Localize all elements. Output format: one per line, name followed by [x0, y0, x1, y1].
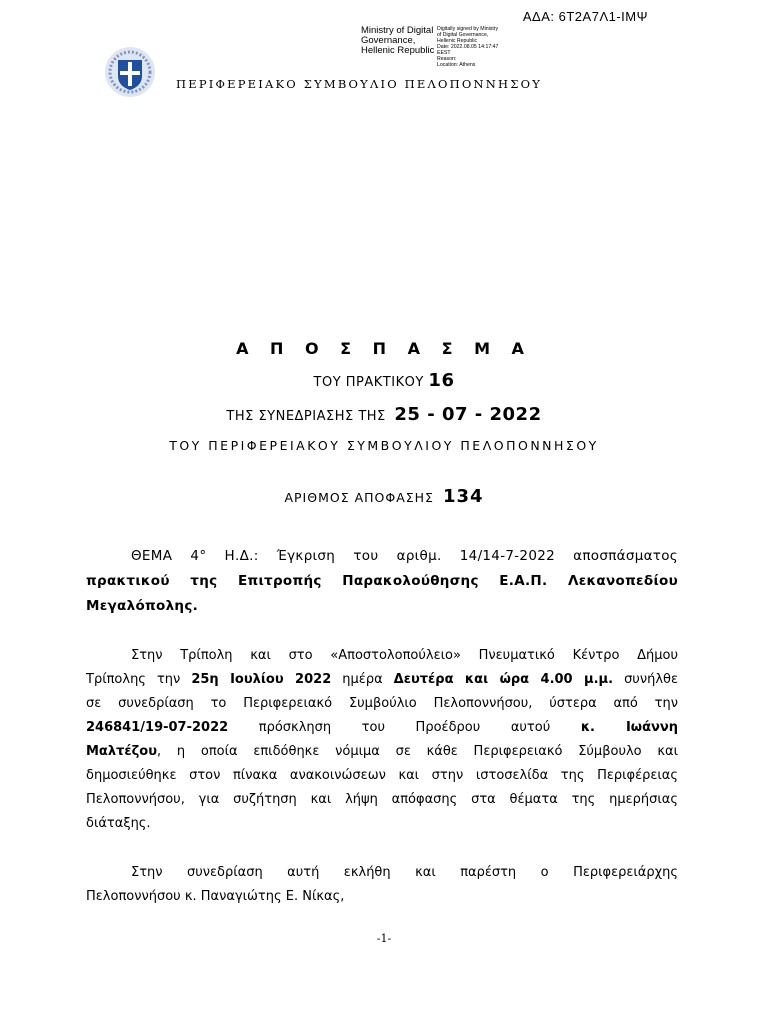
- signature-ministry: Ministry of Digital Governance, Hellenic Republic: [361, 25, 435, 56]
- minutes-number: 16: [428, 370, 455, 391]
- body-line: διάταξης.: [86, 816, 151, 831]
- body-line: Τρίπολης την 25η Ιουλίου 2022 ημέρα Δευτέρα και ώρα 4.00 μ.μ. συνήλθε: [86, 672, 678, 687]
- session-date: 25 - 07 - 2022: [394, 404, 542, 425]
- body-line: Στην Τρίπολη και στο «Αποστολοπούλειο» Πνευματικό Κέντρο Δήμου: [131, 648, 678, 663]
- council-line: ΤΟΥ ΠΕΡΙΦΕΡΕΙΑΚΟΥ ΣΥΜΒΟΥΛΙΟΥ ΠΕΛΟΠΟΝΝΗΣΟΥ: [169, 438, 599, 453]
- topic-paragraph: [86, 544, 678, 619]
- topic-line: Μεγαλόπολης.: [86, 598, 199, 614]
- body-line: Μαλτέζου, η οποία επιδόθηκε νόμιμα σε κάθε Περιφερειακό Σύμβουλο και: [86, 744, 678, 759]
- topic-line: πρακτικού της Επιτροπής Παρακολούθησης Ε.Α.Π. Λεκανοπεδίου: [86, 573, 678, 589]
- page-number: -1-: [376, 932, 392, 945]
- body-line: 246841/19-07-2022 πρόσκληση του Προέδρου αυτού κ. Ιωάννη: [86, 720, 678, 735]
- body-line: Πελοποννήσου κ. Παναγιώτης Ε. Νίκας,: [86, 889, 345, 904]
- signature-details: Digitally signed by Ministry of Digital Governance, Hellenic Republic Date: 2022.08.05 14:17:47 EEST Reason: Location: Athens: [437, 26, 499, 68]
- greek-emblem-icon: [104, 46, 156, 98]
- body-paragraph: [86, 644, 678, 836]
- topic-line: ΘΕΜΑ 4° Η.Δ.: Έγκριση του αριθμ. 14/14-7-2022 αποσπάσματος: [131, 548, 678, 564]
- ada-code: ΑΔΑ: 6Τ2Α7Λ1-ΙΜΨ: [522, 9, 648, 24]
- body-line: Πελοποννήσου, για συζήτηση και λήψη απόφασης στα θέματα της ημερήσιας: [86, 792, 678, 807]
- body-line: δημοσιεύθηκε στον πίνακα ανακοινώσεων και στην ιστοσελίδα της Περιφέρειας: [86, 768, 678, 783]
- session-date-line: ΤΗΣ ΣΥΝΕΔΡΙΑΣΗΣ ΤΗΣ 25 - 07 - 2022: [226, 404, 542, 425]
- council-header: ΠΕΡΙΦΕΡΕΙΑΚΟ ΣΥΜΒΟΥΛΙΟ ΠΕΛΟΠΟΝΝΗΣΟΥ: [176, 77, 542, 91]
- decision-number: 134: [442, 486, 484, 507]
- body-line: σε συνεδρίαση το Περιφερειακό Συμβούλιο Πελοποννήσου, ύστερα από την: [86, 696, 678, 711]
- body-line: Στην συνεδρίαση αυτή εκλήθη και παρέστη ο Περιφερειάρχης: [131, 865, 678, 880]
- body-paragraph-2: [86, 861, 678, 909]
- document-title: Α Π Ο Σ Π Α Σ Μ Α: [236, 339, 532, 358]
- decision-number-line: ΑΡΙΘΜΟΣ ΑΠΟΦΑΣΗΣ 134: [284, 486, 484, 507]
- minutes-number-line: ΤΟΥ ΠΡΑΚΤΙΚΟΥ 16: [313, 370, 455, 391]
- digital-signature: [361, 26, 498, 68]
